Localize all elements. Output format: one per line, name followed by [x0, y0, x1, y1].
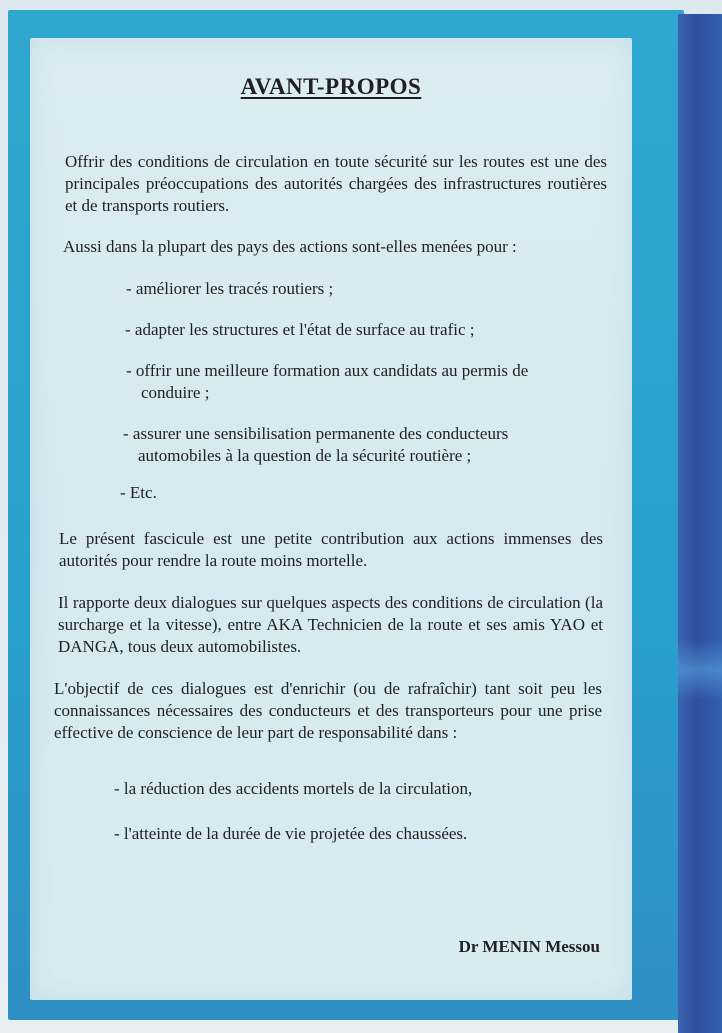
action-item-continuation: conduire ;	[141, 383, 210, 402]
action-item	[126, 278, 586, 300]
action-item-text: - adapter les structures et l'état de surface au trafic ;	[125, 320, 475, 339]
action-item	[123, 423, 593, 467]
blue-cover-strip	[678, 14, 722, 1033]
action-item-text: - assurer une sensibilisation permanente des conducteurs	[123, 424, 509, 443]
action-item	[126, 360, 596, 404]
action-item-text: - Etc.	[120, 483, 157, 502]
author-signature: Dr MENIN Messou	[458, 937, 600, 956]
responsibility-item: - l'atteinte de la durée de vie projetée des chaussées.	[114, 824, 468, 843]
action-item-continuation: automobiles à la question de la sécurité routière ;	[138, 446, 472, 465]
objective-paragraph: L'objectif de ces dialogues est d'enrichir (ou de rafraîchir) tant soit peu les connaissances nécessaires des conducteurs et des transporteurs pour une prise effective de conscience de leur part de responsabilité dans :	[54, 679, 602, 742]
action-item	[120, 482, 320, 504]
cover-strip-highlight	[678, 640, 722, 700]
contribution-paragraph: Le présent fascicule est une petite contribution aux actions immenses des autorités pour rendre la route moins mortelle.	[59, 529, 603, 570]
action-item	[125, 319, 585, 341]
dialogues-paragraph: Il rapporte deux dialogues sur quelques aspects des conditions de circulation (la surcharge et la vitesse), entre AKA Technicien de la route et ses amis YAO et DANGA, tous deux automobilistes.	[58, 593, 603, 656]
action-item-text: - offrir une meilleure formation aux candidats au permis de	[126, 361, 529, 380]
intro-paragraph: Offrir des conditions de circulation en toute sécurité sur les routes est une des principales préoccupations des autorités chargées des infrastructures routières et de transports routiers.	[65, 152, 607, 215]
responsibility-item: - la réduction des accidents mortels de la circulation,	[114, 779, 473, 798]
actions-lead-paragraph: Aussi dans la plupart des pays des actions sont-elles menées pour :	[63, 237, 517, 256]
page-title: AVANT-PROPOS	[240, 74, 422, 99]
action-item-text: - améliorer les tracés routiers ;	[126, 279, 334, 298]
